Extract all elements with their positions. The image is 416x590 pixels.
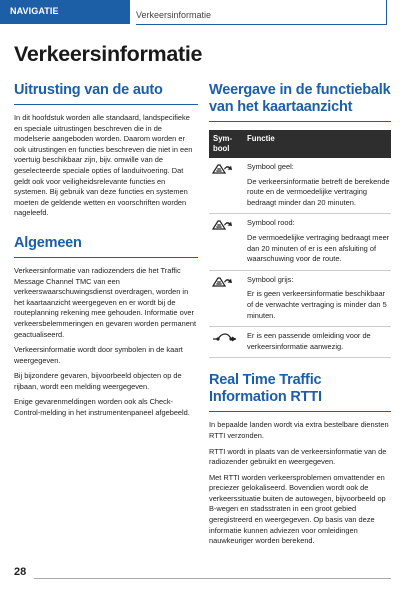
heading-weergave: Weergave in de functiebalk van het kaartaanzicht [209,82,391,122]
symbol-table [209,130,391,358]
row-title: Symbool grijs: [247,274,294,284]
table-row [209,158,391,214]
row-title: Er is een passende omleiding voor de verkeersinformatie aanwezig. [247,331,371,351]
row-description: De vermoedelijke vertraging bedraagt meer dan 20 minuten of er is een afsluiting of waarschuwing voor de route. [247,232,390,264]
table-header [209,130,391,158]
left-column [14,82,198,424]
detour-icon [212,332,238,344]
page-number: 28 [14,566,27,578]
row-description: De verkeersinformatie betreft de berekende route en de vermoedelijke vertraging bedraagt minder dan 20 minuten. [247,176,390,207]
traffic-grey-icon [212,276,234,288]
table-row [209,327,391,358]
row-title: Symbool geel: [247,162,294,171]
paragraph: In bepaalde landen wordt via extra bestelbare diensten RTTI verzonden. [209,420,389,440]
header-rule [136,24,387,25]
paragraph: Bij bijzondere gevaren, bijvoorbeeld objecten op de rijbaan, wordt een melding weergegeven. [14,371,182,391]
footer-rule [34,578,391,579]
section-tab: NAVIGATIE [0,0,130,24]
header-divider [386,0,387,25]
table-row [209,271,391,327]
paragraph: Met RTTI worden verkeersproblemen omvattender en preciezer gelokaliseerd. Bovendien wordt ook de verkeerssituatie buiten de autowegen, bijvoorbeeld op B-wegen en stadsstraten in een groot gebied geregistreerd en weergegeven. Op basis van deze informatie kunnen adviezen voor omleidingen nauwkeuriger worden berekend. [209,472,386,546]
row-title: Symbool rood: [247,218,295,228]
heading-uitrusting: Uitrusting van de auto [14,82,198,105]
heading-rtti: Real Time Traffic Information RTTI [209,372,391,412]
right-column [209,82,391,552]
paragraph: Verkeersinformatie wordt door symbolen in de kaart weergegeven. [14,345,183,365]
heading-algemeen: Algemeen [14,235,198,258]
column-header-symbol: Sym- bool [213,134,233,153]
traffic-red-icon [212,219,234,231]
paragraph: Enige gevarenmeldingen worden ook als Check-Control-melding in het instrumentenpaneel afgebeeld. [14,397,190,418]
column-header-function: Functie [247,134,275,143]
paragraph: Verkeersinformatie van radiozenders die het Traffic Message Channel TMC van een verkeerswaarschuwingsdienst overdragen, worden in het kaartaanzicht weergegeven en er wordt bij de routeplanning rekening mee gehouden. Informatie over verkeersbelemmeringen en gevaren worden permanent geactualiseerd. [14,265,196,339]
page-title: Verkeersinformatie [14,42,203,66]
table-row [209,214,391,270]
traffic-yellow-icon [212,163,234,175]
paragraph: In dit hoofdstuk worden alle standaard, landspecifieke en speciale uitrustingen beschreven die in de modelserie aangeboden worden. Daarom worden er ook uitrustingen en functies beschreven die niet in een voertuig beschikbaar zijn, bijv. omwille van de geselecteerde speciale opties of landuitvoering. Dat geldt ook voor veiligheidsrelevante functies en systemen. Bij gebruik van deze functies en systemen moeten de geldende wetten en voorschriften worden nageleefd. [14,113,193,218]
row-description: Er is geen verkeersinformatie beschikbaar of de verwachte vertraging is minder dan 5 minuten. [247,289,387,320]
paragraph: RTTI wordt in plaats van de verkeersinformatie van de radiozender gebruikt en weergegeven. [209,446,387,467]
running-header: Verkeersinformatie [136,10,212,20]
